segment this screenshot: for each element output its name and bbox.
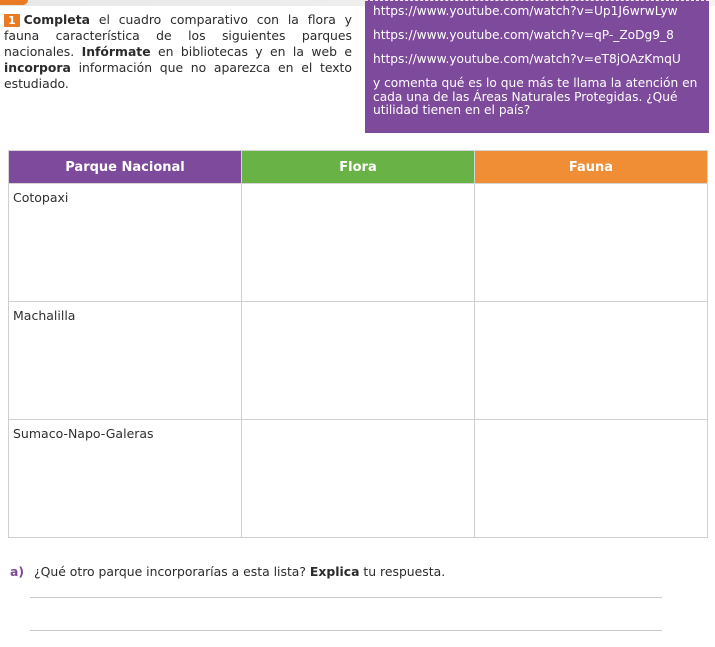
question-letter: a) xyxy=(10,564,25,579)
video-links-box xyxy=(365,0,709,133)
instruction-bold-incorpora: incorpora xyxy=(4,60,71,75)
cell-fauna-machalilla[interactable] xyxy=(475,302,708,420)
table-header-row xyxy=(9,151,708,184)
table-row-sumaco xyxy=(9,420,708,538)
video-link-2[interactable]: https://www.youtube.com/watch?v=qP-_ZoDg9_8 xyxy=(373,28,674,42)
header-parque-nacional: Parque Nacional xyxy=(9,151,242,184)
comparison-table-wrapper xyxy=(8,150,708,538)
cell-flora-machalilla[interactable] xyxy=(242,302,475,420)
table-row-machalilla xyxy=(9,302,708,420)
instruction-text-2: en bibliotecas y en la web e xyxy=(150,44,352,59)
instruction-bold-informate: Infórmate xyxy=(81,44,151,59)
activity-number-badge: 1 xyxy=(4,14,20,27)
cell-parque-cotopaxi: Cotopaxi xyxy=(9,184,242,302)
question-text-bold: Explica xyxy=(309,564,360,579)
answer-line-1[interactable] xyxy=(30,597,662,598)
header-fauna: Fauna xyxy=(475,151,708,184)
cell-parque-machalilla: Machalilla xyxy=(9,302,242,420)
cell-fauna-cotopaxi[interactable] xyxy=(475,184,708,302)
table-row-cotopaxi xyxy=(9,184,708,302)
video-links-note: y comenta qué es lo que más te llama la atención en cada una de las Áreas Naturales Protegidas. ¿Qué utilidad tienen en el país? xyxy=(373,76,698,117)
cell-fauna-sumaco[interactable] xyxy=(475,420,708,538)
instruction-bold-completa: Completa xyxy=(23,12,90,27)
activity-instructions xyxy=(4,12,352,92)
comparison-table xyxy=(8,150,708,538)
header-flora: Flora xyxy=(242,151,475,184)
page-top-tab xyxy=(0,0,28,5)
cell-parque-sumaco: Sumaco-Napo-Galeras xyxy=(9,420,242,538)
cell-flora-sumaco[interactable] xyxy=(242,420,475,538)
question-a xyxy=(10,564,445,579)
video-link-3[interactable]: https://www.youtube.com/watch?v=eT8jOAzKmqU xyxy=(373,52,681,66)
answer-line-2[interactable] xyxy=(30,630,662,631)
cell-flora-cotopaxi[interactable] xyxy=(242,184,475,302)
question-text-before: ¿Qué otro parque incorporarías a esta lista? xyxy=(34,564,310,579)
question-text-after: tu respuesta. xyxy=(359,564,446,579)
video-link-1[interactable]: https://www.youtube.com/watch?v=Up1J6wrwLyw xyxy=(373,4,678,18)
instruction-text-3: información que no aparezca en el texto estudiado. xyxy=(4,60,352,91)
instruction-text-1: el cuadro comparativo con la flora y fauna característica de los siguientes parques nacionales. xyxy=(4,12,352,59)
